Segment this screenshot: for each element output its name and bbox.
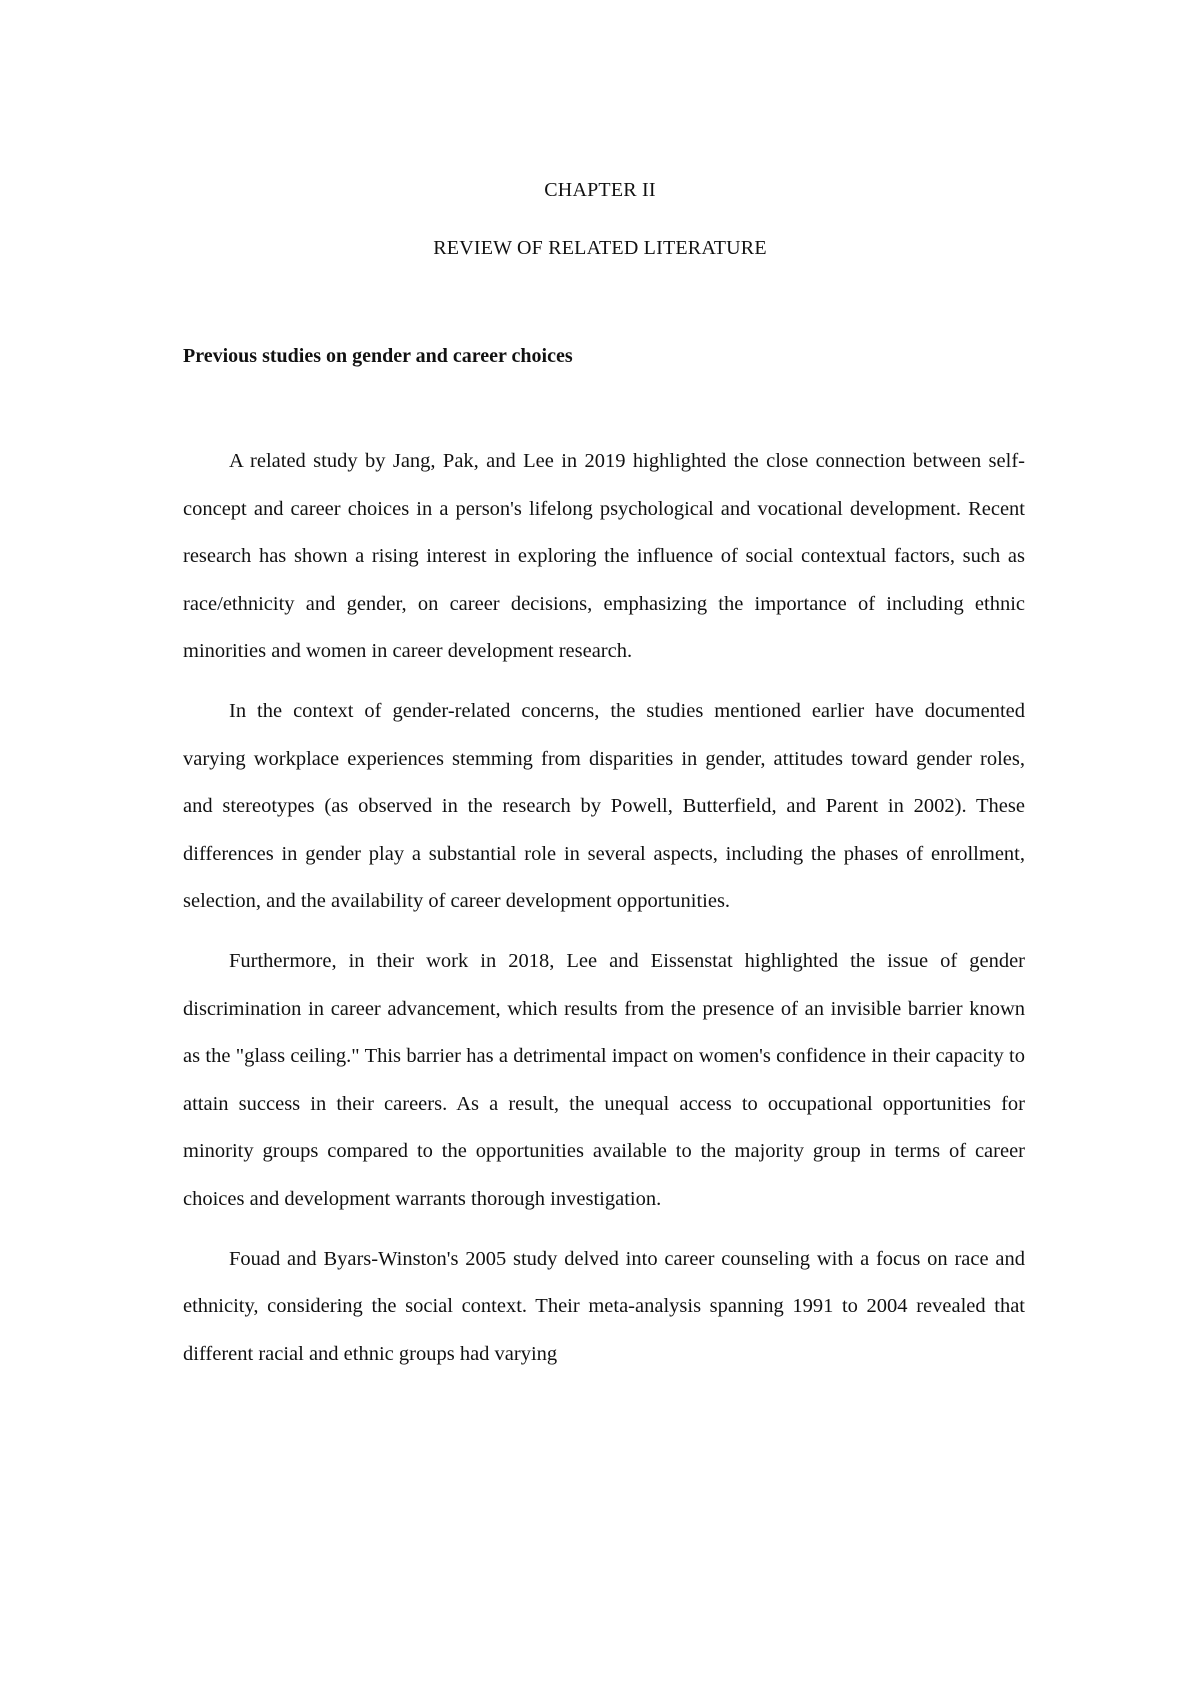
chapter-title: REVIEW OF RELATED LITERATURE bbox=[433, 237, 767, 259]
paragraph-2: In the context of gender-related concerns, the studies mentioned earlier have documented varying workplace experiences stemming from disparities in gender, attitudes toward gender roles, and stereotypes (as observed in the research by Powell, Butterfield, and Parent in 2002). These differences in gender play a substantial role in several aspects, including the phases of enrollment, selection, and the availability of career development opportunities. bbox=[183, 699, 1025, 913]
paragraph-1: A related study by Jang, Pak, and Lee in 2019 highlighted the close connection between self-concept and career choices in a person's lifelong psychological and vocational development. Recent research has shown a rising interest in exploring the influence of social contextual factors, such as race/ethnicity and gender, on career decisions, emphasizing the importance of including ethnic minorities and women in career development research. bbox=[183, 450, 1025, 663]
section-heading: Previous studies on gender and career choices bbox=[183, 345, 573, 367]
paragraph-4: Fouad and Byars-Winston's 2005 study delved into career counseling with a focus on race and ethnicity, considering the social context. Their meta-analysis spanning 1991 to 2004 revealed that different racial and ethnic groups had varying bbox=[183, 1247, 1025, 1365]
chapter-number: CHAPTER II bbox=[544, 179, 656, 201]
body-text bbox=[183, 438, 1025, 1390]
paragraph-3: Furthermore, in their work in 2018, Lee and Eissenstat highlighted the issue of gender discrimination in career advancement, which results from the presence of an invisible barrier known as the "glass ceiling." This barrier has a detrimental impact on women's confidence in their capacity to attain success in their careers. As a result, the unequal access to occupational opportunities for minority groups compared to the opportunities available to the majority group in terms of career choices and development warrants thorough investigation. bbox=[183, 949, 1025, 1210]
